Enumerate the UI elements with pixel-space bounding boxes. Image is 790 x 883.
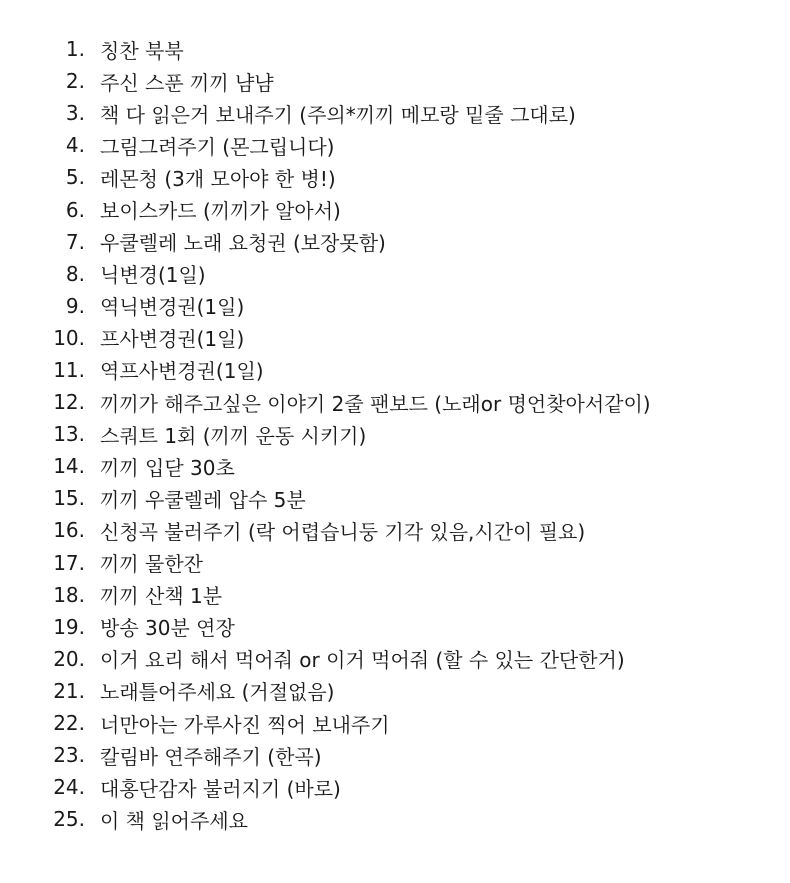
item-text: 신청곡 불러주기 (락 어렵습니둥 기각 있음,시간이 필요) [100, 519, 586, 544]
list-item [0, 258, 651, 290]
list-item [0, 482, 651, 514]
list-item [0, 65, 651, 97]
item-text: 이 책 읽어주세요 [100, 808, 248, 833]
item-number: 14. [53, 454, 85, 479]
item-text: 책 다 읽은거 보내주기 (주의*끼끼 메모랑 밑줄 그대로) [100, 102, 576, 127]
item-text: 우쿨렐레 노래 요청권 (보장못함) [100, 231, 386, 256]
item-number: 15. [53, 486, 85, 511]
item-number: 20. [53, 646, 85, 671]
item-text: 칼림바 연주해주기 (한곡) [100, 744, 322, 769]
list-item [0, 611, 651, 643]
item-number: 12. [53, 390, 85, 415]
list-item [0, 579, 651, 611]
item-text: 역프사변경권(1일) [100, 359, 264, 384]
list-item [0, 33, 651, 65]
item-number: 10. [53, 325, 85, 350]
item-number: 21. [53, 678, 85, 703]
numbered-list [0, 33, 651, 835]
item-text: 너만아는 가루사진 찍어 보내주기 [100, 712, 390, 737]
item-text: 보이스카드 (끼끼가 알아서) [100, 199, 341, 224]
list-item [0, 193, 651, 225]
item-number: 16. [53, 518, 85, 543]
item-number: 4. [65, 133, 85, 158]
item-number: 18. [53, 582, 85, 607]
item-text: 역닉변경권(1일) [100, 295, 245, 320]
item-text: 끼끼 우쿨렐레 압수 5분 [100, 487, 306, 512]
item-number: 6. [65, 197, 85, 222]
item-number: 11. [53, 357, 85, 382]
list-item [0, 129, 651, 161]
list-item [0, 450, 651, 482]
item-text: 닉변경(1일) [100, 263, 206, 288]
list-item [0, 322, 651, 354]
item-number: 25. [53, 807, 85, 832]
list-item [0, 707, 651, 739]
list-item [0, 226, 651, 258]
item-text: 대홍단감자 불러지기 (바로) [100, 776, 341, 801]
item-number: 7. [65, 229, 85, 254]
item-text: 스쿼트 1회 (끼끼 운동 시키기) [100, 423, 367, 448]
item-number: 9. [65, 293, 85, 318]
item-text: 끼끼 물한잔 [100, 552, 203, 577]
item-number: 23. [53, 743, 85, 768]
item-text: 이거 요리 해서 먹어줘 or 이거 먹어줘 (할 수 있는 간단한거) [100, 648, 625, 673]
item-text: 그림그려주기 (몬그립니다) [100, 134, 335, 159]
list-item [0, 675, 651, 707]
list-item [0, 547, 651, 579]
item-text: 끼끼 산책 1분 [100, 584, 223, 609]
item-number: 1. [65, 37, 85, 62]
item-number: 5. [65, 165, 85, 190]
item-text: 레몬청 (3개 모아야 한 병!) [100, 166, 336, 191]
item-text: 끼끼가 해주고싶은 이야기 2줄 팬보드 (노래or 명언찾아서같이) [100, 391, 651, 416]
list-item [0, 161, 651, 193]
list-item [0, 771, 651, 803]
item-text: 프사변경권(1일) [100, 327, 245, 352]
list-item [0, 803, 651, 835]
item-text: 칭찬 북북 [100, 38, 184, 63]
list-item [0, 290, 651, 322]
item-text: 노래틀어주세요 (거절없음) [100, 680, 335, 705]
item-text: 방송 30분 연장 [100, 616, 235, 641]
item-number: 13. [53, 422, 85, 447]
item-number: 19. [53, 614, 85, 639]
item-number: 8. [65, 261, 85, 286]
item-number: 24. [53, 775, 85, 800]
list-item [0, 643, 651, 675]
list-item [0, 354, 651, 386]
list-item [0, 97, 651, 129]
item-number: 2. [65, 69, 85, 94]
item-number: 22. [53, 711, 85, 736]
list-item [0, 514, 651, 546]
item-text: 주신 스푼 끼끼 냠냠 [100, 70, 274, 95]
list-item [0, 386, 651, 418]
list-item [0, 739, 651, 771]
item-text: 끼끼 입닫 30초 [100, 455, 235, 480]
list-item [0, 418, 651, 450]
item-number: 3. [65, 101, 85, 126]
item-number: 17. [53, 550, 85, 575]
